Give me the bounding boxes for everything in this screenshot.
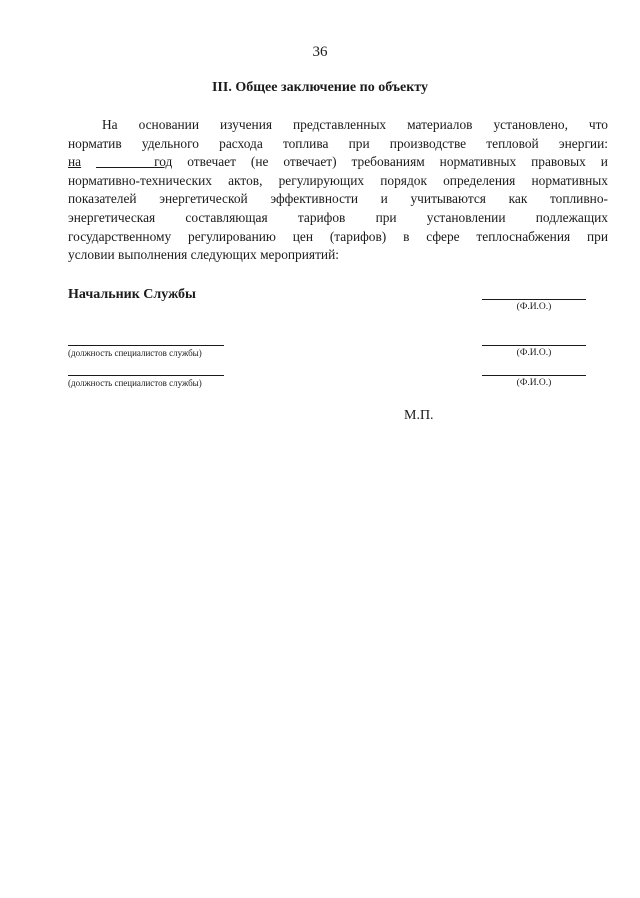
- year-prefix: на: [68, 154, 82, 170]
- paragraph-line: условии выполнения следующих мероприятий:: [68, 247, 339, 263]
- section-title: III. Общее заключение по объекту: [211, 80, 428, 95]
- paragraph-line-rest: отвечает (не отвечает) требованиям нормативных правовых и: [172, 154, 608, 170]
- signature-line: [482, 299, 586, 300]
- fio-caption: (Ф.И.О.): [516, 378, 552, 388]
- conclusion-paragraph: [68, 116, 608, 265]
- year-blank-line: [96, 155, 154, 168]
- position-line: [68, 375, 224, 376]
- position-line: [68, 345, 224, 346]
- position-caption: (должность специалистов службы): [68, 348, 202, 358]
- paragraph-line: норматив удельного расхода топлива при производстве тепловой энергии:: [68, 135, 608, 151]
- stamp-place: М.П.: [404, 408, 434, 423]
- paragraph-line: показателей энергетической эффективности и учитываются как топливно-: [68, 191, 608, 207]
- fio-caption: (Ф.И.О.): [516, 348, 552, 358]
- page-number: 36: [312, 44, 328, 60]
- fio-caption: (Ф.И.О.): [516, 302, 552, 312]
- paragraph-line: нормативно-технических актов, регулирующих порядок определения нормативных: [68, 172, 608, 188]
- signature-line: [482, 345, 586, 346]
- year-word: год: [154, 154, 173, 170]
- position-caption: (должность специалистов службы): [68, 378, 202, 388]
- paragraph-line: [68, 153, 608, 172]
- head-of-service-label: Начальник Службы: [68, 287, 196, 302]
- signature-line: [482, 375, 586, 376]
- paragraph-line: На основании изучения представленных материалов установлено, что: [102, 117, 608, 132]
- paragraph-line: государственному регулированию цен (тарифов) в сфере теплоснабжения при: [68, 228, 608, 244]
- paragraph-line: энергетическая составляющая тарифов при установлении подлежащих: [68, 209, 608, 225]
